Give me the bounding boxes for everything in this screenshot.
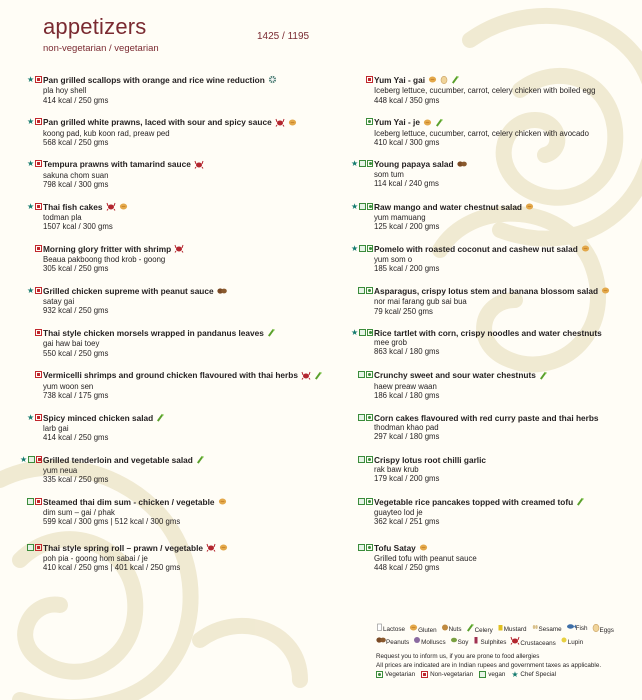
vegan-mark-icon	[359, 245, 366, 252]
menu-item	[351, 117, 631, 159]
item-thai-name: som tum	[374, 170, 404, 180]
chef-special-icon: ★	[351, 328, 359, 338]
diet-marks	[20, 287, 42, 294]
item-calories: 185 kcal / 200 gms	[374, 264, 440, 274]
mollusc-icon	[413, 639, 421, 646]
legend-allergen	[450, 636, 469, 648]
gluten-icon	[218, 497, 227, 508]
gluten-icon	[601, 286, 610, 297]
legend-allergen-label: Soy	[457, 639, 469, 647]
menu-item	[351, 543, 631, 589]
item-calories: 414 kcal / 250 gms	[43, 433, 109, 443]
celery-icon	[539, 371, 548, 382]
item-calories: 79 kcal/ 250 gms	[374, 306, 433, 316]
non-veg-mark-icon	[35, 414, 42, 421]
non-veg-mark-icon	[35, 203, 42, 210]
legend-allergen	[497, 623, 527, 635]
item-name-text: Grilled tenderloin and vegetable salad	[43, 454, 193, 465]
legend-allergen-label: Lupin	[567, 639, 584, 647]
celery-icon	[435, 118, 444, 129]
chef-special-icon: ★	[351, 243, 359, 253]
non-veg-mark-icon	[421, 671, 428, 678]
item-calories: 599 kcal / 300 gms | 512 kcal / 300 gms	[43, 517, 181, 527]
legend-allergen	[510, 636, 555, 648]
diet-marks	[351, 544, 373, 551]
item-calories: 738 kcal / 175 gms	[43, 390, 109, 400]
veg-mark-icon	[366, 287, 373, 294]
menu-item	[20, 75, 340, 117]
legend-allergen	[566, 623, 588, 635]
item-name	[374, 202, 631, 213]
item-thai-name: sakuna chom suan	[43, 170, 109, 180]
legend-allergen-label: Eggs	[599, 627, 614, 634]
legend-allergen-label: Crustaceans	[520, 640, 556, 648]
gluten-icon	[428, 75, 437, 86]
veg-mark-icon	[366, 371, 373, 378]
gluten-icon	[419, 543, 428, 554]
item-name-text: Tempura prawns with tamarind sauce	[43, 159, 191, 170]
item-name	[374, 159, 631, 170]
diet-marks	[351, 203, 373, 210]
diet-marks	[351, 371, 373, 378]
item-name-text: Corn cakes flavoured with red curry paste and thai herbs	[374, 412, 599, 423]
menu-item	[20, 455, 340, 497]
item-name-text: Spicy minced chicken salad	[43, 412, 154, 423]
diet-marks	[351, 287, 373, 294]
legend-allergen-label: Sesame	[538, 626, 562, 633]
item-calories: 297 kcal / 180 gms	[374, 431, 440, 441]
item-name-text: Steamed thai dim sum - chicken / vegetable	[43, 496, 215, 507]
non-veg-mark-icon	[35, 287, 42, 294]
menu-item	[351, 370, 631, 412]
menu-item	[20, 497, 340, 543]
legend-allergen	[472, 636, 506, 648]
item-thai-name: guayteo lod je	[374, 508, 423, 518]
item-calories: 186 kcal / 180 gms	[374, 390, 440, 400]
item-thai-name: gai haw bai toey	[43, 339, 100, 349]
item-calories: 550 kcal / 250 gms	[43, 348, 109, 358]
non-veg-mark-icon	[35, 498, 42, 505]
item-name-text: Vegetable rice pancakes topped with creamed tofu	[374, 496, 574, 507]
chef-special-icon: ★	[27, 285, 35, 295]
menu-item	[351, 75, 631, 117]
item-name-text: Tofu Satay	[374, 542, 416, 553]
item-name	[374, 543, 631, 554]
celery-icon	[267, 328, 276, 339]
item-name	[374, 455, 631, 465]
item-calories: 335 kcal / 250 gms	[43, 475, 109, 485]
diet-marks	[351, 329, 373, 336]
celery-icon	[156, 413, 165, 424]
menu-item	[20, 202, 340, 244]
item-name-text: Thai style chicken morsels wrapped in pandanus leaves	[43, 328, 264, 339]
item-name	[374, 244, 631, 255]
legend-allergen	[413, 636, 446, 648]
item-calories: 798 kcal / 300 gms	[43, 179, 109, 189]
non-veg-mark-icon	[36, 456, 43, 463]
diet-marks	[20, 245, 42, 252]
peanut-icon	[217, 287, 227, 297]
crustacean-icon	[206, 543, 216, 554]
legend-allergen	[441, 623, 462, 635]
item-calories: 863 kcal / 180 gms	[374, 347, 440, 357]
chef-special-icon: ★	[351, 159, 359, 169]
veg-mark-icon	[367, 160, 374, 167]
item-thai-name: mee grob	[374, 338, 407, 348]
mustard-icon	[497, 626, 504, 633]
diet-marks	[20, 456, 42, 463]
item-calories: 362 kcal / 251 gms	[374, 517, 440, 527]
page-title: appetizers	[43, 14, 147, 39]
vegan-mark-icon	[358, 498, 365, 505]
item-name-text: Crunchy sweet and sour water chestnuts	[374, 370, 536, 381]
veg-mark-icon	[366, 414, 373, 421]
item-calories: 448 kcal / 250 gms	[374, 563, 440, 573]
veg-mark-icon	[376, 671, 383, 678]
vegan-mark-icon	[359, 203, 366, 210]
sesame-icon	[531, 626, 539, 633]
lactose-icon	[376, 626, 383, 633]
legend-key-label: vegan	[488, 670, 506, 678]
item-name	[374, 75, 631, 86]
egg-icon	[440, 75, 448, 86]
crustacean-icon	[106, 202, 116, 213]
legend-key-item	[421, 671, 473, 679]
item-name-text: Yum Yai - je	[374, 117, 420, 128]
crustacean-icon	[194, 160, 204, 171]
legend-allergen	[592, 623, 614, 635]
item-thai-name: nor mai farang gub sai bua	[374, 297, 467, 307]
non-veg-mark-icon	[35, 160, 42, 167]
vegan-mark-icon	[358, 414, 365, 421]
gluten-icon	[581, 244, 590, 255]
item-calories: 125 kcal / 200 gms	[374, 222, 440, 232]
item-thai-name: dim sum – gai / phak	[43, 508, 115, 518]
item-name	[43, 286, 340, 297]
menu-item	[20, 328, 340, 370]
menu-item	[20, 286, 340, 328]
gluten-icon	[525, 202, 534, 213]
crustacean-icon	[174, 244, 184, 255]
item-calories: 448 kcal / 350 gms	[374, 95, 440, 105]
vegan-mark-icon	[358, 287, 365, 294]
item-name	[43, 497, 340, 508]
diet-marks	[351, 414, 373, 421]
item-name	[374, 328, 631, 338]
non-veg-mark-icon	[35, 245, 42, 252]
diet-marks	[20, 414, 42, 421]
diet-marks	[20, 203, 42, 210]
legend-key-label: Vegetarian	[385, 670, 416, 678]
chef-special-icon: ★	[27, 75, 35, 84]
legend-key-label: Non-vegetarian	[430, 670, 474, 678]
crustacean-icon	[301, 371, 311, 382]
fish-icon	[566, 625, 576, 632]
legend-allergen	[376, 623, 405, 635]
item-name	[374, 117, 631, 128]
item-calories: 114 kcal / 240 gms	[374, 179, 439, 189]
item-name-text: Yum Yai - gai	[374, 75, 426, 85]
celery-icon	[196, 455, 205, 466]
chef-special-icon: ★	[27, 201, 35, 211]
chef-special-icon: ★	[511, 670, 519, 680]
item-thai-name: poh pia - goong hom sabai / je	[43, 554, 148, 564]
item-name-text: Grilled chicken supreme with peanut sauce	[43, 285, 214, 296]
right-column	[351, 75, 631, 589]
veg-mark-icon	[367, 245, 374, 252]
non-veg-mark-icon	[35, 76, 42, 83]
item-name	[43, 328, 340, 339]
soy-icon	[450, 639, 458, 646]
item-name	[374, 413, 631, 423]
item-name-text: Pomelo with roasted coconut and cashew nut salad	[374, 243, 578, 254]
menu-item	[351, 497, 631, 543]
lupin-icon	[560, 639, 568, 646]
menu-item	[20, 543, 340, 589]
menu-item	[20, 413, 340, 455]
vegan-mark-icon	[28, 456, 35, 463]
vegan-mark-icon	[359, 160, 366, 167]
legend-allergen	[376, 636, 409, 648]
item-name-text: Thai style spring roll – prawn / vegetable	[43, 542, 203, 553]
item-name	[43, 202, 340, 213]
diet-marks	[351, 160, 373, 167]
item-calories: 414 kcal / 250 gms	[43, 95, 109, 105]
diet-marks	[20, 544, 42, 551]
legend-allergen-label: Sulphites	[480, 639, 507, 647]
item-name	[43, 75, 340, 86]
peanut-icon	[376, 639, 386, 646]
diet-marks	[20, 329, 42, 336]
diet-marks	[351, 456, 373, 463]
diet-marks	[20, 371, 42, 378]
item-thai-name: koong pad, kub koon rad, preaw ped	[43, 128, 170, 138]
crustacean-icon	[275, 118, 285, 129]
item-name	[43, 117, 340, 128]
veg-mark-icon	[367, 329, 374, 336]
chef-special-icon: ★	[27, 117, 35, 127]
diet-marks	[351, 498, 373, 505]
item-thai-name: larb gai	[43, 423, 69, 433]
menu-item	[351, 202, 631, 244]
egg-icon	[592, 627, 600, 634]
diet-marks	[20, 498, 42, 505]
item-thai-name: Iceberg lettuce, cucumber, carrot, celery chicken with avocado	[374, 128, 589, 138]
vegan-mark-icon	[27, 544, 34, 551]
veg-mark-icon	[366, 498, 373, 505]
chef-special-icon: ★	[27, 412, 35, 422]
allergen-legend	[376, 623, 638, 679]
menu-item	[20, 244, 340, 286]
legend-allergen-label: Nuts	[448, 626, 462, 633]
crustacean-icon	[510, 640, 520, 647]
item-thai-name: pla hoy shell	[43, 86, 87, 96]
item-name	[374, 286, 631, 297]
vegan-mark-icon	[358, 371, 365, 378]
vegan-mark-icon	[359, 329, 366, 336]
diet-marks	[20, 160, 42, 167]
item-thai-name: rak baw krub	[374, 464, 419, 474]
allergen-icon-list	[376, 623, 638, 648]
item-thai-name: thodman khao pad	[374, 422, 439, 432]
item-name	[43, 159, 340, 170]
legend-allergen	[409, 623, 437, 635]
item-thai-name: yum neua	[43, 466, 78, 475]
item-thai-name: Iceberg lettuce, cucumber, carrot, celery chicken with boiled egg	[374, 86, 596, 96]
legend-allergen-label: Mustard	[503, 626, 527, 633]
non-veg-mark-icon	[35, 371, 42, 378]
item-name	[374, 497, 631, 508]
gluten-icon	[409, 627, 418, 634]
item-thai-name: Beaua pakboong thod krob - goong	[43, 255, 166, 265]
non-veg-mark-icon	[366, 76, 373, 83]
item-name	[43, 370, 340, 381]
item-name	[43, 244, 340, 255]
peanut-icon	[457, 160, 467, 170]
item-thai-name: todman pla	[43, 212, 82, 222]
diet-marks	[20, 118, 42, 125]
item-name	[43, 543, 340, 554]
veg-mark-icon	[366, 118, 373, 125]
menu-item	[20, 370, 340, 412]
legend-key-item	[479, 671, 505, 679]
celery-icon	[576, 497, 585, 508]
legend-allergen-label: Gluten	[418, 627, 437, 634]
symbol-key	[376, 671, 638, 679]
item-calories: 410 kcal / 250 gms | 401 kcal / 250 gms	[43, 563, 181, 573]
veg-mark-icon	[366, 544, 373, 551]
gluten-icon	[219, 543, 228, 554]
item-name	[374, 370, 631, 381]
item-name	[43, 455, 340, 466]
chef-special-icon: ★	[351, 201, 359, 211]
allergy-note: Request you to inform us, if you are prone to food allergies	[376, 653, 540, 661]
menu-item	[20, 117, 340, 159]
item-name-text: Young papaya salad	[374, 159, 454, 170]
section-price: 1425 / 1195	[257, 31, 310, 42]
menu-item	[351, 328, 631, 370]
shellfish-icon	[268, 75, 277, 86]
item-thai-name: yum som o	[374, 255, 413, 265]
vegan-mark-icon	[27, 498, 34, 505]
legend-allergen-label: Peanuts	[386, 639, 410, 647]
item-thai-name: haew preaw waan	[374, 381, 437, 391]
diet-marks	[351, 245, 373, 252]
item-name-text: Rice tartlet with corn, crispy noodles and water chestnuts	[374, 328, 602, 339]
menu-item	[351, 244, 631, 286]
item-name-text: Thai fish cakes	[43, 201, 103, 212]
legend-allergen	[560, 636, 583, 648]
legend-allergen-label: Lactose	[383, 626, 406, 633]
item-name-text: Crispy lotus root chilli garlic	[374, 454, 487, 465]
item-calories: 410 kcal / 300 gms	[374, 137, 440, 147]
gluten-icon	[288, 118, 297, 129]
item-name-text: Pan grilled scallops with orange and rice wine reduction	[43, 75, 265, 85]
legend-key-label: Chef Special	[520, 670, 557, 678]
non-veg-mark-icon	[35, 544, 42, 551]
celery-icon	[466, 627, 475, 634]
item-calories: 179 kcal / 200 gms	[374, 473, 440, 483]
menu-item	[20, 159, 340, 201]
item-calories: 305 kcal / 250 gms	[43, 264, 109, 274]
diet-marks	[20, 76, 42, 83]
vegan-mark-icon	[479, 671, 486, 678]
nuts-icon	[441, 626, 449, 633]
item-name-text: Raw mango and water chestnut salad	[374, 201, 522, 212]
vegan-mark-icon	[358, 544, 365, 551]
menu-item	[351, 159, 631, 201]
item-name-text: Morning glory fritter with shrimp	[43, 243, 172, 254]
item-calories: 1507 kcal / 300 gms	[43, 222, 113, 232]
celery-icon	[314, 371, 323, 382]
item-calories: 932 kcal / 250 gms	[43, 306, 109, 316]
non-veg-mark-icon	[35, 329, 42, 336]
legend-key-item	[376, 671, 415, 679]
legend-allergen-label: Fish	[575, 625, 588, 632]
chef-special-icon: ★	[27, 159, 35, 169]
menu-item	[351, 413, 631, 455]
item-thai-name: satay gai	[43, 296, 75, 306]
legend-allergen	[466, 623, 493, 635]
item-thai-name: Grilled tofu with peanut sauce	[374, 554, 477, 564]
item-name-text: Pan grilled white prawns, laced with sour and spicy sauce	[43, 117, 272, 128]
item-name-text: Asparagus, crispy lotus stem and banana blossom salad	[374, 285, 599, 296]
page-subtitle: non-vegetarian / vegetarian	[43, 43, 159, 54]
veg-mark-icon	[367, 203, 374, 210]
chef-special-icon: ★	[20, 454, 28, 464]
gluten-icon	[119, 202, 128, 213]
legend-allergen-label: Molluscs	[421, 639, 446, 647]
menu-item	[351, 286, 631, 328]
tax-note: All prices are indicated are in Indian rupees and government taxes as applicable.	[376, 661, 602, 669]
diet-marks	[351, 76, 373, 83]
gluten-icon	[423, 118, 432, 129]
item-name-text: Vermicelli shrimps and ground chicken flavoured with thai herbs	[43, 370, 298, 381]
item-thai-name: yum mamuang	[374, 212, 426, 222]
legend-allergen	[531, 623, 562, 635]
item-thai-name: yum woon sen	[43, 381, 94, 391]
celery-icon	[451, 75, 460, 86]
veg-mark-icon	[366, 456, 373, 463]
menu-item	[351, 455, 631, 497]
left-column	[20, 75, 340, 589]
item-calories: 568 kcal / 250 gms	[43, 137, 109, 147]
item-name	[43, 413, 340, 424]
diet-marks	[351, 118, 373, 125]
legend-allergen-label: Celery	[474, 627, 493, 634]
non-veg-mark-icon	[35, 118, 42, 125]
vegan-mark-icon	[358, 456, 365, 463]
legend-key-item	[511, 671, 556, 679]
